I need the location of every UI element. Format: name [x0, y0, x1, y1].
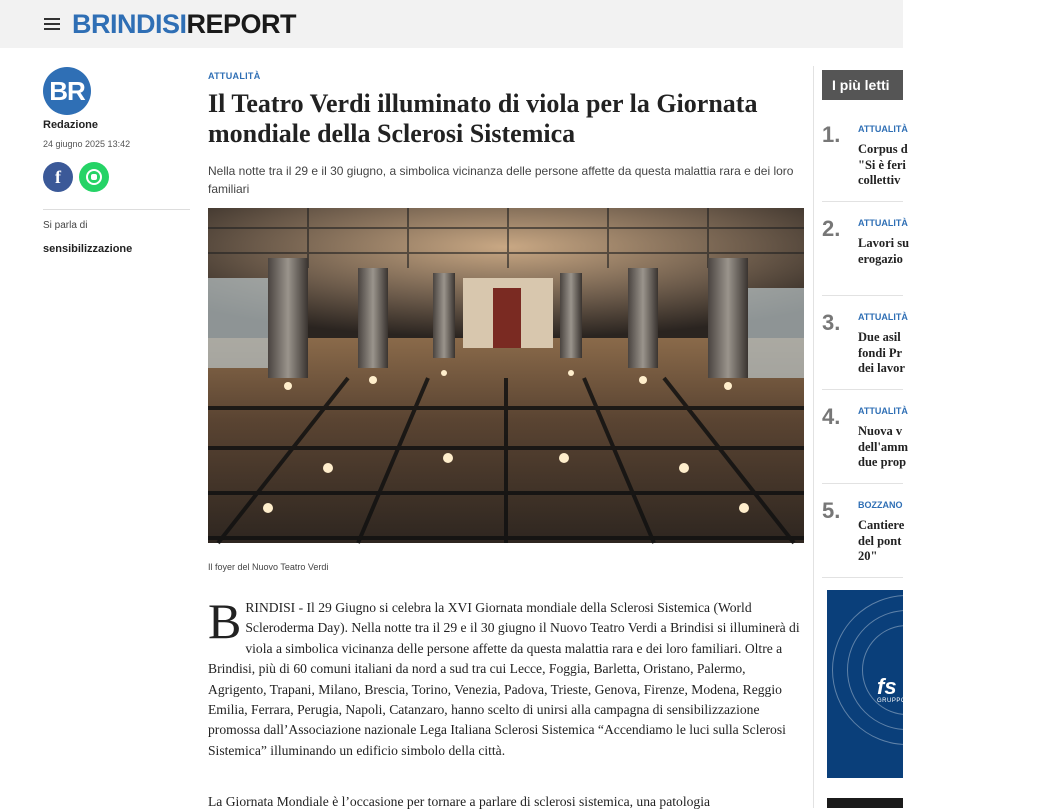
topic-tag-link[interactable]: sensibilizzazione [43, 243, 133, 255]
most-read-item[interactable] [822, 108, 908, 202]
item-title[interactable]: Nuova v dell'amm due prop [858, 424, 908, 469]
menu-icon[interactable] [44, 17, 60, 31]
article-title: Il Teatro Verdi illuminato di viola per la Giornata mondiale della Sclerosi Sistemica [208, 89, 758, 148]
logo-part-2: REPORT [186, 9, 297, 39]
rank-number: 1. [822, 122, 841, 147]
article-body-paragraph [208, 593, 804, 761]
article-category[interactable]: ATTUALITÀ [208, 71, 261, 81]
article-subtitle: Nella notte tra il 29 e il 30 giugno, a simbolica vicinanza delle persone affette da questa malattia rara e dei loro familiari [208, 164, 794, 196]
article-photo[interactable] [208, 208, 804, 543]
most-read-heading: I più letti [822, 70, 903, 100]
rank-number: 2. [822, 216, 841, 241]
logo-part-1: BRINDISI [72, 9, 187, 39]
photo-caption: Il foyer del Nuovo Teatro Verdi [208, 562, 329, 572]
ad-logo-icon: fs [877, 674, 897, 699]
item-title[interactable]: Cantiere del pont 20" [858, 518, 905, 563]
ad-footer-strip [827, 798, 903, 808]
item-title[interactable]: Corpus d "Si è feri collettiv [858, 142, 908, 187]
item-title[interactable]: Due asil fondi Pr dei lavor [858, 330, 905, 375]
item-category[interactable]: ATTUALITÀ [858, 312, 908, 322]
article-body-paragraph-2: La Giornata Mondiale è l’occasione per tornare a parlare di sclerosi sistemica, una patologia [208, 794, 711, 809]
rank-number: 3. [822, 310, 841, 335]
author-avatar[interactable]: BR [43, 67, 91, 115]
divider [43, 209, 190, 210]
topics-label: Si parla di [43, 220, 88, 231]
rank-number: 5. [822, 498, 841, 523]
item-category[interactable]: ATTUALITÀ [858, 218, 908, 228]
sidebar-divider [813, 66, 814, 808]
item-category[interactable]: BOZZANO [858, 500, 903, 510]
site-logo[interactable] [72, 10, 296, 38]
site-header [0, 0, 903, 48]
most-read-item[interactable] [822, 296, 908, 390]
advertisement-banner[interactable] [827, 590, 907, 778]
most-read-list [822, 108, 910, 578]
drop-cap: B [208, 593, 242, 649]
publish-date: 24 giugno 2025 13:42 [43, 139, 131, 149]
whatsapp-share-icon[interactable] [79, 162, 109, 192]
most-read-item[interactable] [822, 390, 908, 484]
facebook-share-icon[interactable]: f [43, 162, 73, 192]
item-title[interactable]: Lavori su erogazio [858, 236, 910, 266]
most-read-item[interactable] [822, 484, 903, 578]
most-read-item[interactable] [822, 202, 910, 296]
rank-number: 4. [822, 404, 841, 429]
paragraph-text: RINDISI - Il 29 Giugno si celebra la XVI Giornata mondiale della Sclerosi Sistemica (World Scleroderma Day). Nella notte tra il 29 e il 30 giugno il Nuovo Teatro Verdi a Brindisi si illuminerà di viola a simbolica vicinanza delle persone affette da questa malattia rara e dei loro familiari. Oltre a Brindisi, più di 60 comuni italiani da nord a sud tra cui Lecce, Foggia, Barletta, Oristano, Palermo, Agrigento, Trapani, Milano, Brescia, Torino, Venezia, Padova, Trieste, Genova, Firenze, Modena, Reggio Emilia, Ferrara, Perugia, Napoli, Catanzaro, hanno scelto di unirsi alla campagna di sensibilizzazione promossa dall’Associazione nazionale Lega Italiana Sclerosi Sistemica “Accendiamo le luci sulla Sclerosi Sistemica” illuminando un edificio simbolo della città. [208, 600, 800, 758]
author-name[interactable]: Redazione [43, 119, 99, 131]
item-category[interactable]: ATTUALITÀ [858, 124, 908, 134]
ad-small-text: GRUPPO [877, 698, 907, 704]
theatre-foyer-image [208, 208, 804, 543]
item-category[interactable]: ATTUALITÀ [858, 406, 908, 416]
